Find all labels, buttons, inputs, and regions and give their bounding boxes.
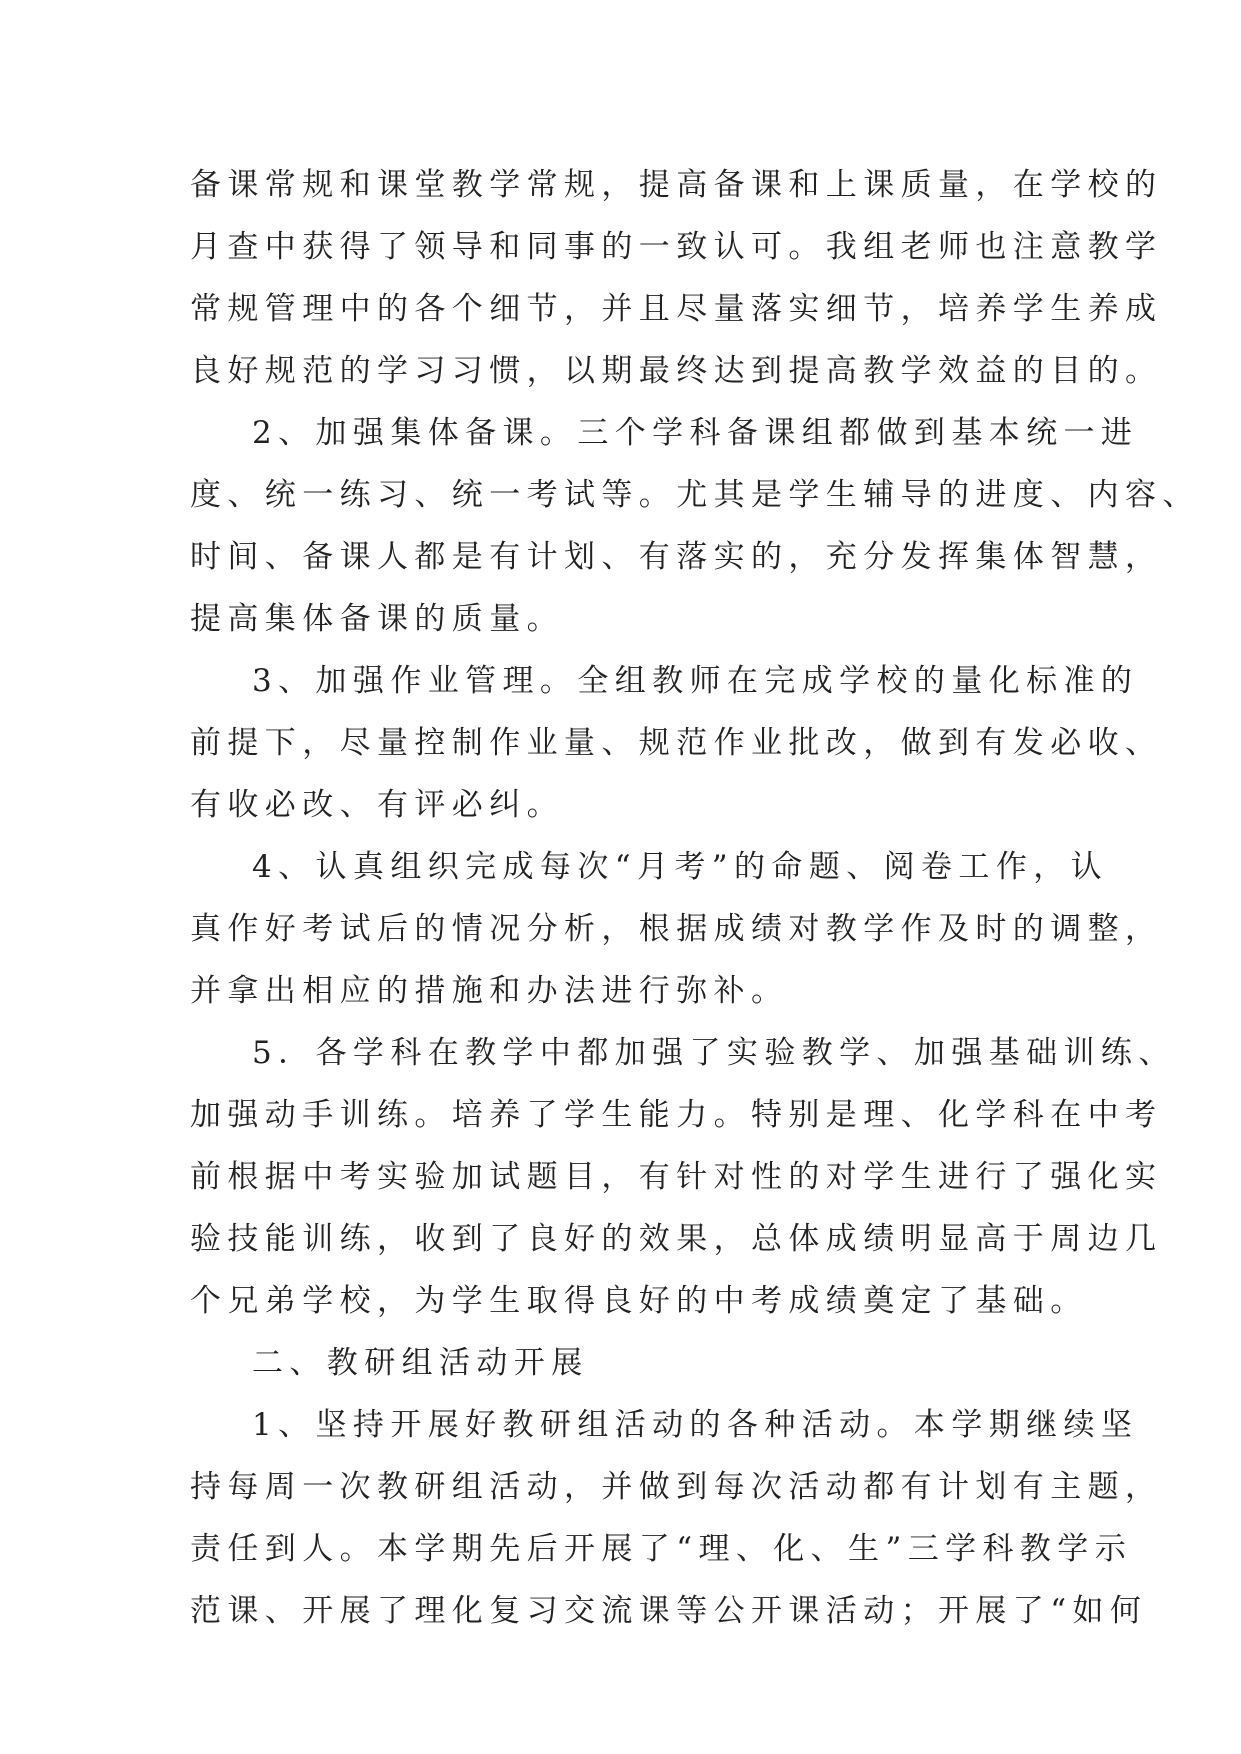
- text-line-23: 责任到人。本学期先后开展了“理、化、生”三学科教学示: [190, 1531, 1133, 1567]
- body-text: [190, 154, 1200, 1642]
- text-line-12: 4、认真组织完成每次“月考”的命题、阅卷工作，认: [252, 849, 1109, 885]
- text-line-9: 3、加强作业管理。全组教师在完成学校的量化标准的: [252, 663, 1139, 699]
- text-line-6: 度、统一练习、统一考试等。尤其是学生辅导的进度、内容、: [190, 477, 1200, 513]
- text-line-3: 常规管理中的各个细节，并且尽量落实细节，培养学生养成: [190, 291, 1163, 327]
- text-line-19: 个兄弟学校，为学生取得良好的中考成绩奠定了基础。: [190, 1283, 1088, 1319]
- text-line-8: 提高集体备课的质量。: [190, 601, 564, 637]
- text-line-10: 前提下，尽量控制作业量、规范作业批改，做到有发必收、: [190, 725, 1163, 761]
- text-line-5: 2、加强集体备课。三个学科备课组都做到基本统一进: [252, 415, 1139, 451]
- text-line-1: 备课常规和课堂教学常规，提高备课和上课质量，在学校的: [190, 167, 1163, 203]
- text-line-21: 1、坚持开展好教研组活动的各种活动。本学期继续坚: [252, 1407, 1139, 1443]
- text-line-2: 月查中获得了领导和同事的一致认可。我组老师也注意教学: [190, 229, 1163, 265]
- text-line-11: 有收必改、有评必纠。: [190, 787, 564, 823]
- text-line-24: 范课、开展了理化复习交流课等公开课活动；开展了“如何: [190, 1593, 1148, 1629]
- section-heading: 二、教研组活动开展: [252, 1345, 589, 1381]
- text-line-18: 验技能训练，收到了良好的效果，总体成绩明显高于周边几: [190, 1221, 1163, 1257]
- text-line-14: 并拿出相应的措施和办法进行弥补。: [190, 973, 789, 1009]
- text-line-17: 前根据中考实验加试题目，有针对性的对学生进行了强化实: [190, 1159, 1163, 1195]
- text-line-22: 持每周一次教研组活动，并做到每次活动都有计划有主题，: [190, 1469, 1163, 1505]
- text-line-16: 加强动手训练。培养了学生能力。特别是理、化学科在中考: [190, 1097, 1163, 1133]
- text-line-13: 真作好考试后的情况分析，根据成绩对教学作及时的调整，: [190, 911, 1163, 947]
- text-line-7: 时间、备课人都是有计划、有落实的，充分发挥集体智慧，: [190, 539, 1163, 575]
- text-line-4: 良好规范的学习习惯，以期最终达到提高教学效益的目的。: [190, 353, 1163, 389]
- text-line-15: 5．各学科在教学中都加强了实验教学、加强基础训练、: [252, 1035, 1176, 1071]
